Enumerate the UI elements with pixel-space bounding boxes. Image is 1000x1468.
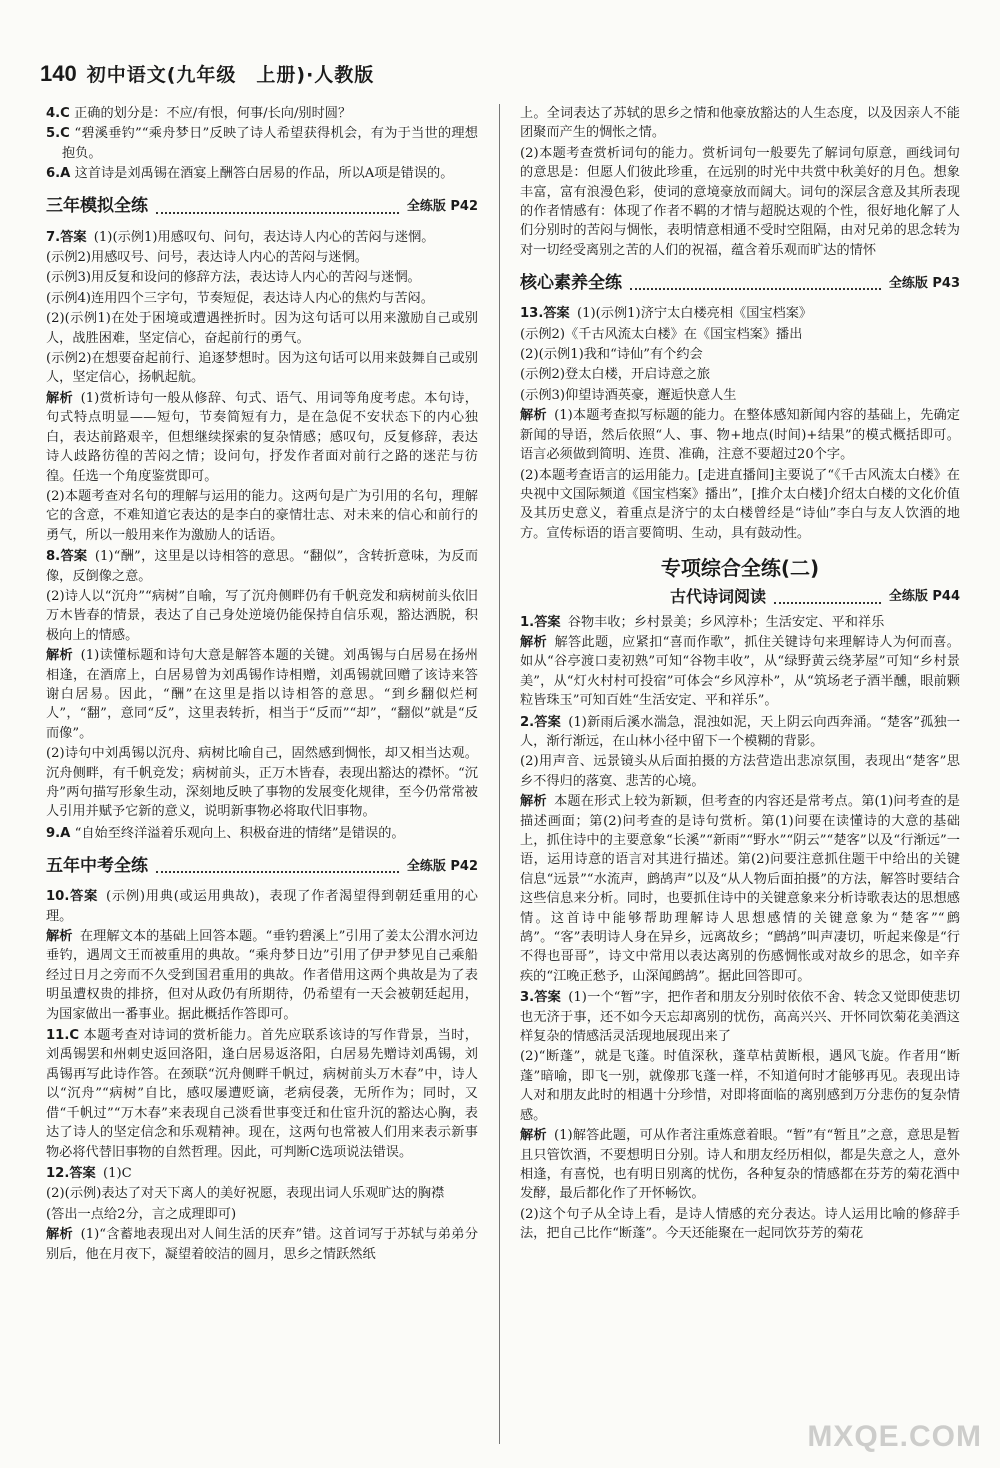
special-section-title: 专项综合全练(二) (660, 556, 820, 581)
answer-text: 这首诗是刘禹锡在酒宴上酬答白居易的作品，所以A项是错误的。 (74, 166, 454, 182)
section-title: 五年中考全练 (46, 855, 148, 876)
poetry-analysis-1 (520, 633, 960, 711)
analysis-label: 解析 (520, 408, 547, 424)
answer-number: 12. (46, 1165, 70, 1181)
poetry-analysis-2 (520, 792, 960, 986)
column-divider (499, 104, 500, 1444)
analysis-label: 解析 (46, 390, 74, 406)
section-page-ref: 全练版 P44 (888, 588, 960, 604)
answer-line: (2)(示例)表达了对天下离人的美好祝愿，表现出词人乐观旷达的胸襟 (46, 1186, 445, 1202)
dotted-leader (156, 859, 399, 873)
analysis-text: (1)解答此题，可从作者注重炼意着眼。“暂”有“暂且”之意，意思是暂且只管饮酒，不要想明日分别。诗人和朋友经历相似，都是失意之人，意外相逢，有喜悦，也有明日别离的忧伤，各种复杂的情感都在芬芳的菊花酒中发酵，最后都化作了开怀畅饮。 (520, 1128, 960, 1202)
answer-number: 1. (520, 614, 535, 630)
answer-4 (46, 104, 478, 123)
poetry-answer-2 (520, 713, 960, 752)
answer-line: (1)一个“暂”字，把作者和朋友分别时依依不舍、转念又觉即使悲切也无济于事，还不如今天忘却离别的忧伤，高高兴兴、开怀同饮菊花美酒这样复杂的情感活灵活现地展现出来了 (520, 990, 961, 1045)
answer-8 (46, 547, 478, 586)
answer-line: (2)(示例1)我和“诗仙”有个约会 (520, 347, 703, 363)
answer-label: 答案 (534, 614, 561, 630)
watermark-logo: MXQE.COM (807, 1420, 982, 1453)
analysis-13 (520, 406, 960, 464)
answer-text: “自始至终洋溢着乐观向上、积极奋进的情绪”是错误的。 (74, 825, 405, 841)
answer-number: 11.C (46, 1028, 80, 1044)
answer-7 (46, 228, 478, 247)
continued-analysis-12: 上。全词表达了苏轼的思乡之情和他豪放豁达的人生态度，以及因亲人不能团聚而产生的惆怅之情。 (520, 106, 960, 141)
analysis-label: 解析 (520, 1128, 547, 1144)
analysis-10 (46, 927, 478, 1024)
poetry-answer-3 (520, 988, 960, 1046)
answer-5 (46, 124, 478, 163)
answer-label: 答案 (534, 990, 561, 1006)
answer-line: (示例2)用感叹号、问号，表达诗人内心的苦闷与迷惘。 (46, 250, 368, 266)
answer-number: 7. (46, 229, 61, 245)
section-title: 三年模拟全练 (46, 195, 148, 216)
answer-text: (示例)用典(或运用典故)，表现了作者渴望得到朝廷重用的心理。 (46, 889, 478, 924)
answer-line: (2)用声音、远景镜头从后面拍摄的方法营造出悲凉氛围，表现出“楚客”思乡不得归的落寞、悲苦的心境。 (520, 754, 960, 789)
answer-13 (520, 304, 960, 323)
answer-label: 答案 (69, 1165, 96, 1181)
answer-number: 6.A (46, 166, 71, 182)
answer-line: (示例2)《千古风流太白楼》在《国宝档案》播出 (520, 326, 803, 342)
section-title: 核心素养全练 (520, 272, 622, 293)
answer-line: (示例2)登太白楼，开启诗意之旅 (520, 367, 711, 383)
answer-label: 答案 (60, 229, 87, 245)
section-header-three-year (46, 194, 478, 220)
answer-12 (46, 1164, 478, 1183)
answer-9 (46, 824, 478, 843)
answer-6 (46, 164, 478, 183)
analysis-text: 本题在形式上较为新颖，但考查的内容还是常考点。第(1)问考查的是描述画面；第(2)问考查的是诗句赏析。第(1)问要在读懂诗的大意的基础上，抓住诗中的主要意象“长溪”“新雨”“野水”“阴云”“楚客”以及“行渐远”一语，运用诗意的语言对其进行描述。第(2)问要注意抓住题干中给出的关键信息“远景”“水流声，鹧鸪声”以及“从人物后面拍摄”的方法，解答时要结合这些信息来分析。同时，也要抓住诗中的关键意象来分析诗歌表达的思想感情。这首诗中能够帮助理解诗人思想感情的关键意象为“楚客”“鹧鸪”。“客”表明诗人身在异乡，远离故乡；“鹧鸪”叫声凄切，听起来像是“行不得也哥哥”，诗文中常用以表达离别的伤感惆怅或对故乡的思念，如辛弃疾的“江晚正愁予，山深闻鹧鸪”。据此回答即可。 (520, 794, 960, 984)
analysis-label: 解析 (46, 929, 73, 945)
answer-line: (1)“酬”，这里是以诗相答的意思。“翻似”，含转折意味，为反而像，反倒像之意。 (46, 549, 479, 584)
answer-number: 9.A (46, 825, 71, 841)
analysis-text: (2)本题考查对名句的理解与运用的能力。这两句是广为引用的名句，理解它的含意，不难知道它表达的是李白的豪情壮志、对未来的信心和前行的勇气，所以一般用来作为激励人的话语。 (46, 488, 478, 543)
dotted-leader (630, 276, 881, 290)
section-page-ref: 全练版 P43 (888, 275, 960, 291)
analysis-label: 解析 (46, 1227, 74, 1243)
answer-line: (示例2)在想要奋起前行、追逐梦想时。因为这句话可以用来鼓舞自己或别人，坚定信心，扬帆起航。 (46, 351, 478, 386)
answer-line: (2)(示例1)在处于困境或遭遇挫折时。因为这句话可以用来激励自己或别人，战胜困难，坚定信心，奋起前行的勇气。 (46, 311, 478, 346)
answer-line: (1)(示例1)用感叹句、问句，表达诗人内心的苦闷与迷惘。 (93, 229, 435, 245)
answer-line: (示例3)仰望诗酒英豪，邂逅快意人生 (520, 387, 737, 403)
poetry-answer-1 (520, 613, 960, 632)
analysis-text: 解答此题，应紧扣“喜而作歌”，抓住关键诗句来理解诗人为何而喜。如从“谷亭渡口麦初熟”可知“谷物丰收”，从“绿野黄云绕茅屋”可知“乡村景美”，从“灯火村村可投宿”可体会“乡风淳朴”，从“筑场老子酒半醺，眼前颗粒皆珠玉”可知百姓“生活安定、平和祥乐”。 (520, 634, 960, 709)
analysis-12 (46, 1225, 478, 1264)
answer-text: 正确的划分是：不应/有恨，何事/长向/别时圆？ (74, 106, 352, 121)
answer-line: (示例4)连用四个三字句，节奏短促，表达诗人内心的焦灼与苦闷。 (46, 290, 434, 306)
analysis-label: 解析 (520, 634, 548, 650)
analysis-text: (1)赏析诗句一般从修辞、句式、语气、用词等角度考虑。本句诗，句式特点明显——短句，节奏简短有力，是在急促不安状态下的内心独白，表达前路艰辛，但想继续探索的复杂情感；感叹句，反复修辞，表达诗人歧路彷徨的苦闷之情；设问句，抒发作者面对前行之路的迷茫与彷徨。任选一个角度鉴赏即可。 (46, 390, 478, 484)
answer-line: (2)诗人以“沉舟”“病树”自喻，写了沉舟侧畔仍有千帆竞发和病树前头依旧万木皆春的情景，表达了自己身处逆境仍能保持自信乐观，豁达洒脱，积极向上的情感。 (46, 588, 478, 643)
analysis-text: (2)诗句中刘禹锡以沉舟、病树比喻自己，固然感到惆怅，却又相当达观。沉舟侧畔，有千帆竞发；病树前头，正万木皆春，表现出豁达的襟怀。“沉舟”两句描写形象生动，深刻地反映了事物的发展变化规律，至今仍常常被人引用并赋予它新的意义，说明新事物必将取代旧事物。 (46, 746, 478, 820)
answer-number: 4.C (46, 106, 70, 121)
answer-number: 3. (520, 990, 535, 1006)
answer-text: “碧溪垂钓”“乘舟梦日”反映了诗人希望获得机会，有为于当世的理想抱负。 (62, 126, 478, 161)
answer-10 (46, 887, 478, 926)
analysis-label: 解析 (46, 648, 74, 664)
answer-text: 谷物丰收；乡村景美；乡风淳朴；生活安定、平和祥乐 (567, 614, 885, 630)
subsection-title: 古代诗词阅读 (670, 586, 767, 606)
section-page-ref: 全练版 P42 (406, 198, 478, 214)
section-header-core-literacy (520, 270, 960, 296)
answer-line: (答出一点给2分，言之成理即可) (46, 1206, 237, 1222)
answer-line: (示例3)用反复和设问的修辞方法，表达诗人内心的苦闷与迷惘。 (46, 270, 421, 286)
continued-analysis-12-part2: (2)本题考查赏析词句的能力。赏析词句一般要先了解词句原意，画线词句的意思是：但愿人们彼此珍重，在远别的时光中共赏中秋美好的月色。想象丰富，富有浪漫色彩，使词的意境豪放而阔大。词句的深层含意及其所表现的作者情感有：体现了作者不羁的才情与超脱达观的个性，很好地化解了人们分别时的苦闷与惆怅，表明情意相通不受时空阻隔，由对兄弟的思念转为对一切经受离别之苦的人们的祝福，蕴含着乐观而旷达的情怀 (520, 145, 960, 258)
analysis-text: (2)这个句子从全诗上看，是诗人情感的充分表达。诗人运用比喻的修辞手法，把自己比作“断蓬”。今天还能聚在一起同饮芬芳的菊花 (520, 1206, 960, 1242)
section-page-ref: 全练版 P42 (406, 858, 478, 874)
answer-line: (1)(示例1)济宁太白楼亮相《国宝档案》 (576, 306, 813, 322)
answer-number: 13. (520, 306, 544, 322)
answer-number: 10. (46, 889, 70, 905)
answer-label: 答案 (69, 889, 99, 905)
answer-text: 本题考查对诗词的赏析能力。首先应联系该诗的写作背景，当时，刘禹锡罢和州刺史返回洛阳，逢白居易返洛阳，白居易先赠诗刘禹锡，刘禹锡再写此诗作答。在颈联“沉舟侧畔千帆过，病树前头万木春”中，诗人以“沉舟”“病树”自比，感叹屡遭贬谪，老病侵袭，无所作为；同时，又借“千帆过”“万木春”来表现自己淡看世事变迁和仕宦升沉的豁达心胸，表达了诗人的坚定信念和乐观精神。现在，这两句也常被人们用来表示新事物必将代替旧事物的自然哲理。因此，可判断C选项说法错误。 (46, 1028, 478, 1160)
analysis-text: (2)本题考查语言的运用能力。[走进直播间]主要说了“《千古风流太白楼》在央视中文国际频道《国宝档案》播出”，[推介太白楼]介绍太白楼的文化价值及其历史意义，着重点是济宁的太白楼曾经是“诗仙”李白与友人饮酒的地方。宣传标语的语言要简明、生动，具有鼓动性。 (520, 467, 960, 541)
answer-line: (2)“断蓬”，就是飞蓬。时值深秋，蓬草枯黄断根，遇风飞旋。作者用“断蓬”暗喻，即飞一别，就像那飞蓬一样，不知道何时才能够再见。表现出诗人对和朋友此时的相遇十分珍惜，对即将面临的离别感到万分悲伤的复杂情感。 (520, 1049, 960, 1123)
left-column (46, 104, 478, 1265)
analysis-7 (46, 389, 478, 486)
poetry-analysis-3 (520, 1126, 960, 1204)
book-title: 初中语文(九年级 上册)·人教版 (86, 64, 375, 86)
answer-number: 5.C (46, 126, 70, 142)
analysis-text: (1)“含蓄地表现出对人间生活的厌弃”错。这首词写于苏轼与弟弟分别后，他在月夜下，凝望着皎洁的圆月，思乡之情跃然纸 (46, 1227, 479, 1262)
section-header-five-year (46, 853, 478, 879)
page-header (40, 60, 960, 94)
analysis-text: (1)读懂标题和诗句大意是解答本题的关键。刘禹锡与白居易在扬州相逢，在酒席上，白居易曾为刘禹锡作诗相赠，刘禹锡就回赠了该诗来答谢白居易。因此，“酬”在这里是指以诗相答的意思。“到乡翻似烂柯人”，“翻”，意同“反”，这里表转折，相当于“反而”“却”，“翻似”就是“反而像”。 (46, 648, 478, 741)
right-column (520, 104, 960, 1245)
analysis-text: (1)本题考查拟写标题的能力。在整体感知新闻内容的基础上，先确定新闻的导语，然后依照“人、事、物+地点(时间)+结果”的模式概括即可。语言必须做到简明、连贯、准确，注意不要超过20个字。 (520, 408, 960, 463)
dotted-leader (156, 200, 399, 214)
answer-number: 2. (520, 714, 535, 730)
answer-number: 8. (46, 549, 61, 565)
analysis-8 (46, 646, 478, 743)
answer-line: (1)C (102, 1165, 132, 1181)
analysis-text: 在理解文本的基础上回答本题。“垂钓碧溪上”引用了姜太公渭水河边垂钓，遇周文王而被重用的典故。“乘舟梦日边”引用了伊尹梦见自己乘船经过日月之旁而不久受到国君重用的典故。作者借用这两个典故是为了表明虽遭权贵的排挤，但对从政仍有所期待，仍希望有一天会被朝廷起用，为国家做出一番事业。据此概括作答即可。 (46, 929, 479, 1022)
dotted-leader (774, 590, 881, 604)
answer-label: 答案 (543, 306, 570, 322)
subsection-header-poetry (670, 585, 960, 609)
analysis-label: 解析 (520, 794, 547, 810)
answer-line: (1)新雨后溪水湍急，混浊如泥，天上阴云向西奔涌。“楚客”孤独一人，渐行渐远，在山林小径中留下一个模糊的背影。 (520, 714, 961, 749)
page-number: 140 (40, 61, 77, 86)
answer-11 (46, 1026, 478, 1162)
answer-label: 答案 (60, 549, 88, 565)
answer-label: 答案 (534, 714, 561, 730)
